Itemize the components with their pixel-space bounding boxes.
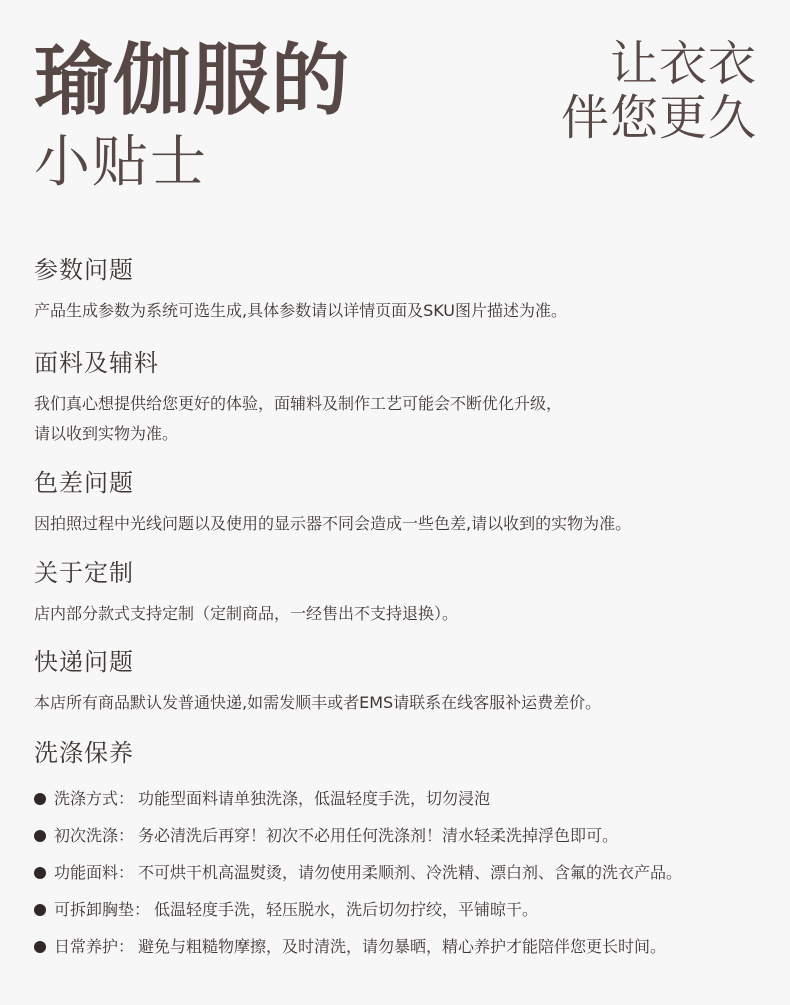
hero-subtitle: 小贴士	[34, 130, 208, 195]
care-tip-item	[34, 898, 760, 922]
delivery-text: 本店所有商品默认发普通快递,如需发顺丰或者EMS请联系在线客服补运费差价。	[34, 693, 602, 712]
parameters-section	[34, 258, 760, 326]
care-tip-item	[34, 861, 760, 885]
care-tip-label: 日常养护：	[54, 937, 135, 956]
parameters-text: 产品生成参数为系统可选生成,具体参数请以详情页面及SKU图片描述为准。	[34, 301, 568, 320]
fabric-text-line-1: 我们真心想提供给您更好的体验，面辅料及制作工艺可能会不断优化升级，	[34, 394, 563, 413]
care-title: 洗涤保养	[34, 739, 134, 767]
parameters-title: 参数问题	[34, 256, 134, 284]
color-difference-title: 色差问题	[34, 469, 134, 497]
care-tip-label: 功能面料：	[54, 863, 135, 882]
care-tip-label: 可拆卸胸垫：	[54, 900, 151, 919]
hero-tagline	[561, 38, 757, 146]
care-tip-text: 功能型面料请单独洗涤，低温轻度手洗，切勿浸泡	[138, 789, 491, 808]
care-tip-label: 初次洗涤：	[54, 826, 135, 845]
delivery-section	[34, 650, 760, 718]
tagline-line-2: 伴您更久	[560, 89, 757, 146]
bullet-dot-icon	[34, 830, 46, 842]
customization-section	[34, 561, 760, 629]
care-tip-text: 不可烘干机高温熨烫，请勿使用柔顺剂、冷洗精、漂白剂、含氟的洗衣产品。	[138, 863, 683, 882]
care-tip-item	[34, 787, 760, 811]
bullet-dot-icon	[34, 904, 46, 916]
fabric-title: 面料及辅料	[34, 349, 159, 377]
fabric-section	[34, 351, 760, 450]
color-difference-text: 因拍照过程中光线问题以及使用的显示器不同会造成一些色差,请以收到的实物为准。	[34, 514, 632, 533]
care-tip-text: 避免与粗糙物摩擦，及时清洗，请勿暴晒，精心养护才能陪伴您更长时间。	[138, 937, 667, 956]
care-tip-item	[34, 824, 760, 848]
delivery-title: 快递问题	[34, 648, 134, 676]
care-tip-item	[34, 935, 760, 959]
bullet-dot-icon	[34, 867, 46, 879]
customization-title: 关于定制	[34, 559, 134, 587]
fabric-text-line-2: 请以收到实物为准。	[34, 424, 179, 444]
hero-title: 瑜伽服的	[34, 36, 351, 126]
care-tip-text: 务必清洗后再穿！初次不必用任何洗涤剂！清水轻柔洗掉浮色即可。	[138, 826, 619, 845]
care-section	[34, 741, 760, 959]
tagline-line-1: 让衣衣	[609, 36, 757, 92]
fabric-text	[34, 389, 760, 450]
care-tips-list	[34, 787, 760, 959]
customization-text: 店内部分款式支持定制（定制商品，一经售出不支持退换）。	[34, 604, 459, 623]
color-difference-section	[34, 471, 760, 539]
bullet-dot-icon	[34, 941, 46, 953]
care-tip-text: 低温轻度手洗，轻压脱水，洗后切勿拧绞，平铺晾干。	[154, 900, 539, 919]
care-tip-label: 洗涤方式：	[54, 789, 135, 808]
bullet-dot-icon	[34, 793, 46, 805]
